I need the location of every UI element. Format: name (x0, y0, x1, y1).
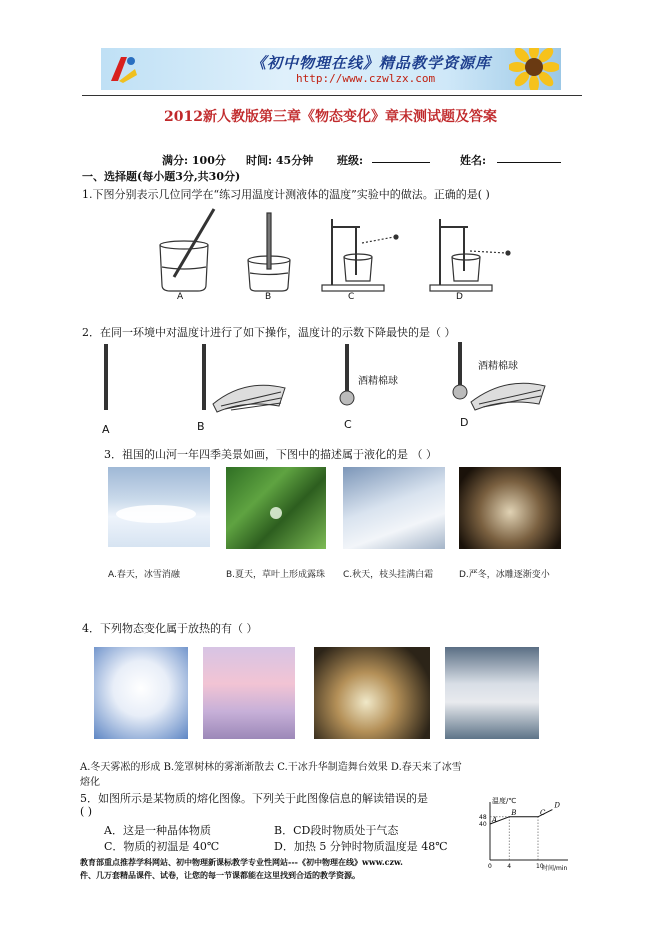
chart-y-tick-label: 40 (479, 821, 487, 828)
chart-axes (479, 802, 568, 870)
q2-fan-b (213, 385, 285, 412)
class-blank[interactable] (372, 152, 430, 163)
q2-label-a: A (102, 423, 110, 436)
chart-x-tick-label: 10 (536, 863, 544, 870)
full-score: 满分: 100分 (162, 154, 226, 167)
chart-ylabel: 温度/℃ (492, 797, 517, 805)
q4-photo-b (203, 647, 295, 739)
q4-options: A.冬天雾凇的形成 B.笼罩树林的雾渐渐散去 C.干冰升华制造舞台效果 D.春天来了冰雪 (80, 762, 462, 773)
q3-caption-c: C.秋天，枝头挂满白霜 (343, 570, 434, 580)
question-1-text: 1.下图分别表示几位同学在“练习用温度计测液体的温度”实验中的做法。正确的是( ) (82, 188, 490, 201)
q5-option-c: C．物质的初温是 40℃ (104, 840, 220, 853)
chart-point-label: A (492, 816, 498, 824)
q2-fan-d (471, 383, 545, 410)
q2-cotton-label-d: 酒精棉球 (478, 361, 518, 372)
name-label: 姓名: (460, 154, 487, 167)
footer-line-2: 件、几万套精品课件、试卷，让您的每一节课都能在这里找到合适的教学资源。 (80, 870, 360, 880)
question-3-text: 3．祖国的山河一年四季美景如画，下图中的描述属于液化的是 （ ） (104, 448, 437, 461)
question-4-text: 4．下列物态变化属于放热的有（ ） (82, 622, 258, 635)
q2-cotton-d (453, 385, 467, 399)
q5-option-d: D．加热 5 分钟时物质温度是 48℃ (274, 840, 448, 853)
exam-time: 时间: 45分钟 (246, 154, 314, 167)
question-2-text: 2．在同一环境中对温度计进行了如下操作，温度计的示数下降最快的是（ ） (82, 326, 456, 339)
chart-y-tick-label: 48 (479, 813, 487, 821)
q1-figure-d (430, 219, 510, 291)
question-5-paren: ( ) (80, 805, 93, 818)
footer-line-1: 教育部重点推荐学科网站、初中物理新课标教学专业性网站---《初中物理在线》www.czw. (80, 857, 403, 867)
q2-label-c: C (344, 418, 352, 431)
name-blank[interactable] (497, 152, 561, 163)
q5-option-b: B．CD段时物质处于气态 (274, 824, 399, 837)
section-heading: 一、选择题(每小题3分,共30分) (82, 170, 241, 183)
chart-point-label: C (540, 808, 546, 817)
melting-graph (476, 794, 586, 874)
document-title: 2012新人教版第三章《物态变化》章末测试题及答案 (164, 109, 497, 125)
chart-xlabel: 时间/min (542, 865, 568, 872)
q2-label-b: B (197, 420, 205, 433)
q1-figure-a (160, 209, 214, 291)
banner-title: 《初中物理在线》精品教学资源库 (251, 54, 492, 72)
q2-label-d: D (460, 416, 469, 429)
q4-photo-c (314, 647, 430, 739)
q1-label-d: D (456, 292, 463, 302)
chart-point-label: B (511, 808, 517, 817)
q3-caption-d: D.严冬，冰雕逐渐变小 (459, 570, 550, 580)
q4-options-cont: 熔化 (80, 777, 100, 788)
q1-label-b: B (265, 292, 272, 302)
q2-cotton-c (340, 391, 354, 405)
class-label: 班级: (337, 154, 364, 167)
q1-label-a: A (177, 292, 184, 302)
q2-thermometer-figures (95, 340, 555, 420)
q4-photo-d (445, 647, 539, 739)
q1-figure-b (248, 213, 290, 291)
question-5-text: 5．如图所示是某物质的熔化图像。下列关于此图像信息的解读错误的是 (80, 792, 428, 805)
q2-cotton-label-c: 酒精棉球 (358, 376, 398, 387)
q5-option-a: A．这是一种晶体物质 (104, 824, 211, 837)
header-rule (82, 95, 582, 96)
banner-url[interactable]: http://www.czwlzx.com (296, 72, 436, 85)
q3-photo-a (108, 467, 210, 547)
q3-caption-a: A.春天，冰雪消融 (108, 570, 180, 580)
q1-thermometer-figures (150, 205, 530, 305)
logo-icon (105, 51, 141, 87)
q1-figure-c (322, 219, 398, 291)
q1-label-c: C (348, 292, 355, 302)
q4-photo-a (94, 647, 188, 739)
sunflower-icon (509, 48, 559, 90)
q3-photo-c (343, 467, 445, 549)
chart-point-label: D (554, 801, 561, 810)
q3-caption-b: B.夏天，草叶上形成露珠 (226, 570, 326, 580)
chart-x-tick-label: 0 (488, 863, 492, 870)
chart-x-tick-label: 4 (507, 863, 512, 870)
q3-photo-d (459, 467, 561, 549)
header-banner (101, 48, 561, 90)
q3-photo-b (226, 467, 326, 549)
